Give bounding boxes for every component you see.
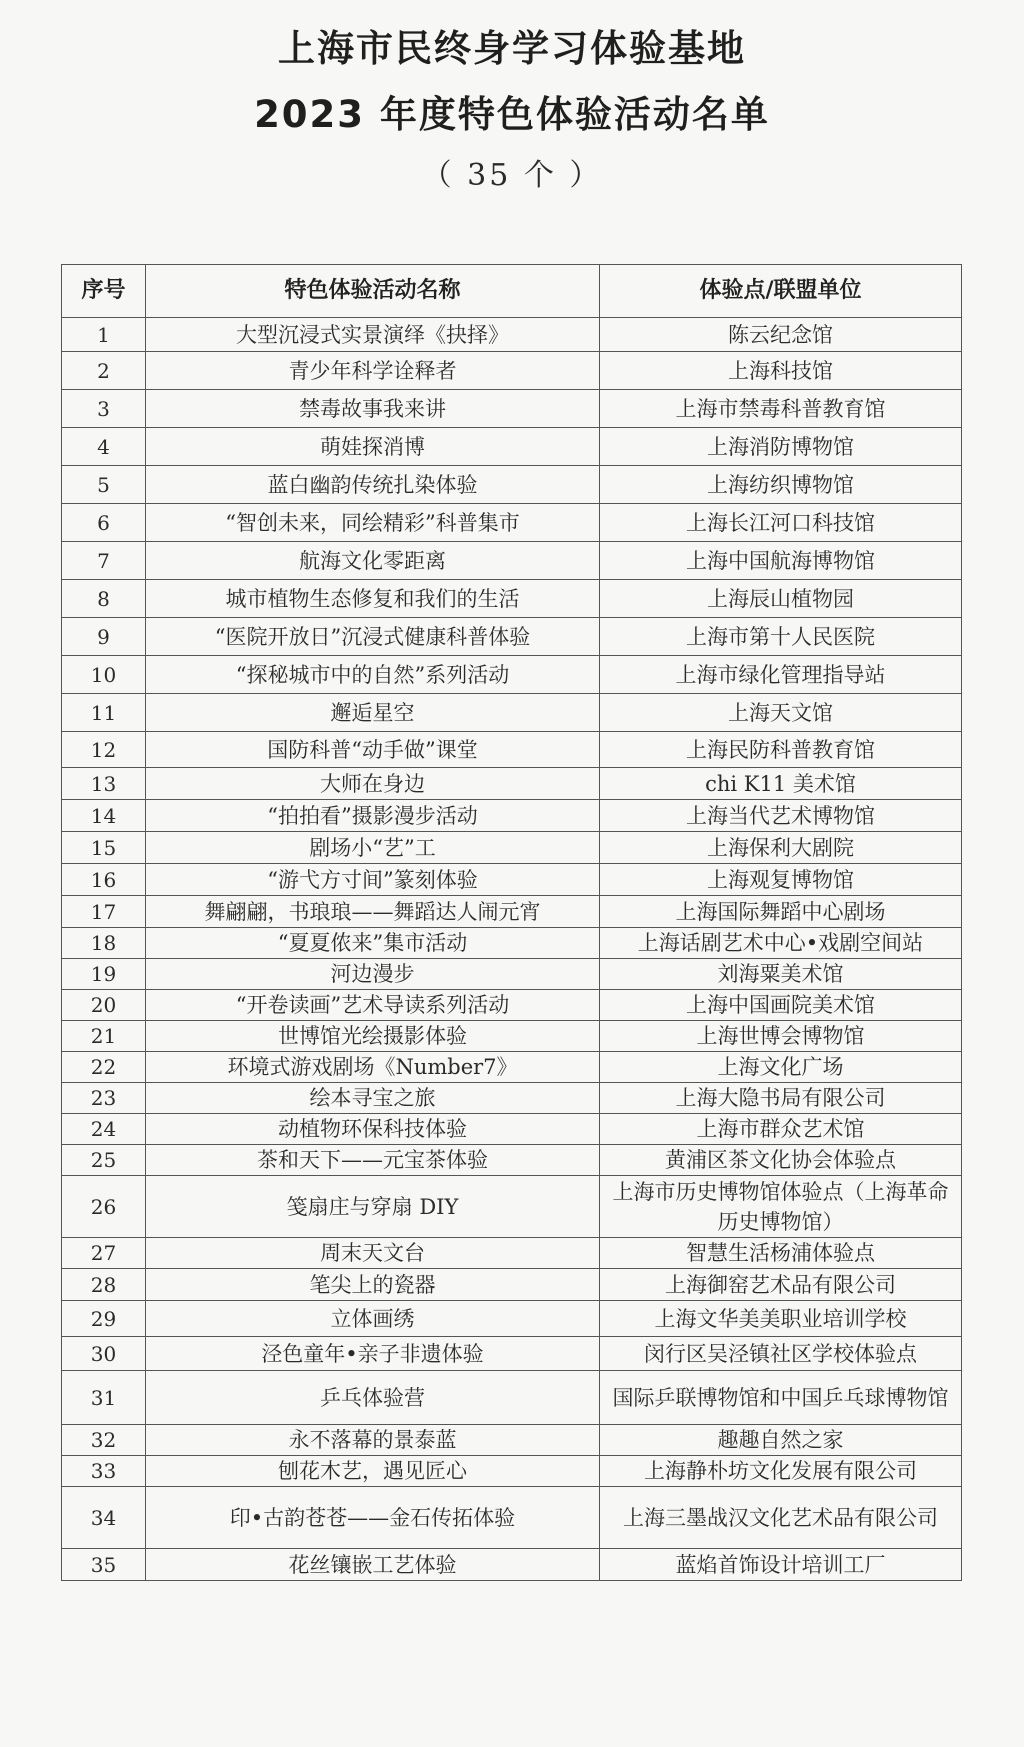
column-header-activity: 特色体验活动名称: [146, 265, 600, 318]
row-number-cell: 20: [62, 990, 146, 1021]
activity-name-cell: “游弋方寸间”篆刻体验: [146, 864, 600, 896]
unit-name-cell: 上海市群众艺术馆: [600, 1114, 962, 1145]
row-number-cell: 2: [62, 352, 146, 390]
activity-name-cell: 周末天文台: [146, 1238, 600, 1269]
unit-name-cell: 上海世博会博物馆: [600, 1021, 962, 1052]
activity-name-cell: 禁毒故事我来讲: [146, 390, 600, 428]
activity-name-cell: 舞翩翩，书琅琅——舞蹈达人闹元宵: [146, 896, 600, 928]
row-number-cell: 28: [62, 1269, 146, 1301]
activity-name-cell: 立体画绣: [146, 1301, 600, 1337]
unit-name-cell: 上海大隐书局有限公司: [600, 1083, 962, 1114]
unit-name-cell: 上海文华美美职业培训学校: [600, 1301, 962, 1337]
row-number-cell: 5: [62, 466, 146, 504]
unit-name-cell: 上海市禁毒科普教育馆: [600, 390, 962, 428]
row-number-cell: 34: [62, 1487, 146, 1549]
activity-name-cell: 国防科普“动手做”课堂: [146, 732, 600, 768]
table-row: [62, 800, 962, 832]
table-row: [62, 1487, 962, 1549]
table-row: [62, 318, 962, 352]
unit-name-cell: 上海保利大剧院: [600, 832, 962, 864]
unit-name-cell: 上海国际舞蹈中心剧场: [600, 896, 962, 928]
activity-name-cell: 永不落幕的景泰蓝: [146, 1425, 600, 1456]
table-row: [62, 1145, 962, 1176]
table-row: [62, 352, 962, 390]
table-row: [62, 504, 962, 542]
unit-name-cell: 上海话剧艺术中心•戏剧空间站: [600, 928, 962, 959]
activity-name-cell: 河边漫步: [146, 959, 600, 990]
unit-name-cell: 上海天文馆: [600, 694, 962, 732]
activity-name-cell: 笺扇庄与穿扇 DIY: [146, 1176, 600, 1238]
row-number-cell: 1: [62, 318, 146, 352]
unit-name-cell: 上海静朴坊文化发展有限公司: [600, 1456, 962, 1487]
unit-name-cell: 上海市绿化管理指导站: [600, 656, 962, 694]
unit-name-cell: 上海观复博物馆: [600, 864, 962, 896]
row-number-cell: 15: [62, 832, 146, 864]
table-row: [62, 1021, 962, 1052]
table-body: [62, 318, 962, 1581]
document-title-line-2: 2023 年度特色体验活动名单: [254, 93, 770, 136]
table-row: [62, 428, 962, 466]
column-header-number: 序号: [62, 265, 146, 318]
row-number-cell: 8: [62, 580, 146, 618]
row-number-cell: 3: [62, 390, 146, 428]
table-row: [62, 1425, 962, 1456]
unit-name-cell: 上海消防博物馆: [600, 428, 962, 466]
table-row: [62, 990, 962, 1021]
unit-name-cell: 国际乒联博物馆和中国乒乓球博物馆: [600, 1371, 962, 1425]
table-row: [62, 732, 962, 768]
table-row: [62, 1083, 962, 1114]
table-row: [62, 618, 962, 656]
activity-name-cell: 蓝白幽韵传统扎染体验: [146, 466, 600, 504]
table-row: [62, 694, 962, 732]
unit-name-cell: 刘海粟美术馆: [600, 959, 962, 990]
table-header-row: [62, 265, 962, 318]
unit-name-cell: 闵行区吴泾镇社区学校体验点: [600, 1337, 962, 1371]
table-row: [62, 1269, 962, 1301]
table-row: [62, 1371, 962, 1425]
activity-name-cell: 世博馆光绘摄影体验: [146, 1021, 600, 1052]
item-count: （ 35 个 ）: [421, 158, 603, 193]
activity-name-cell: 大师在身边: [146, 768, 600, 800]
table-row: [62, 1114, 962, 1145]
activity-name-cell: 环境式游戏剧场《Number7》: [146, 1052, 600, 1083]
table-row: [62, 390, 962, 428]
row-number-cell: 30: [62, 1337, 146, 1371]
unit-name-cell: 蓝焰首饰设计培训工厂: [600, 1549, 962, 1581]
unit-name-cell: 上海长江河口科技馆: [600, 504, 962, 542]
activity-name-cell: 绘本寻宝之旅: [146, 1083, 600, 1114]
row-number-cell: 21: [62, 1021, 146, 1052]
activity-name-cell: “夏夏侬来”集市活动: [146, 928, 600, 959]
activity-name-cell: 邂逅星空: [146, 694, 600, 732]
activity-name-cell: 大型沉浸式实景演绎《抉择》: [146, 318, 600, 352]
activity-name-cell: “医院开放日”沉浸式健康科普体验: [146, 618, 600, 656]
row-number-cell: 23: [62, 1083, 146, 1114]
table-row: [62, 1052, 962, 1083]
row-number-cell: 17: [62, 896, 146, 928]
table-row: [62, 1301, 962, 1337]
row-number-cell: 26: [62, 1176, 146, 1238]
row-number-cell: 25: [62, 1145, 146, 1176]
activity-name-cell: 动植物环保科技体验: [146, 1114, 600, 1145]
unit-name-cell: 趣趣自然之家: [600, 1425, 962, 1456]
activity-name-cell: 青少年科学诠释者: [146, 352, 600, 390]
row-number-cell: 29: [62, 1301, 146, 1337]
row-number-cell: 12: [62, 732, 146, 768]
activity-name-cell: “智创未来，同绘精彩”科普集市: [146, 504, 600, 542]
row-number-cell: 14: [62, 800, 146, 832]
table-row: [62, 542, 962, 580]
unit-name-cell: 上海市第十人民医院: [600, 618, 962, 656]
activity-name-cell: 城市植物生态修复和我们的生活: [146, 580, 600, 618]
unit-name-cell: chi K11 美术馆: [600, 768, 962, 800]
activity-name-cell: 剧场小“艺”工: [146, 832, 600, 864]
activity-name-cell: 泾色童年•亲子非遗体验: [146, 1337, 600, 1371]
table-row: [62, 896, 962, 928]
unit-name-cell: 上海当代艺术博物馆: [600, 800, 962, 832]
row-number-cell: 19: [62, 959, 146, 990]
table-row: [62, 1337, 962, 1371]
table-row: [62, 656, 962, 694]
table-row: [62, 864, 962, 896]
activity-name-cell: “开卷读画”艺术导读系列活动: [146, 990, 600, 1021]
row-number-cell: 13: [62, 768, 146, 800]
unit-name-cell: 智慧生活杨浦体验点: [600, 1238, 962, 1269]
activity-name-cell: 花丝镶嵌工艺体验: [146, 1549, 600, 1581]
row-number-cell: 24: [62, 1114, 146, 1145]
unit-name-cell: 上海中国画院美术馆: [600, 990, 962, 1021]
table-row: [62, 928, 962, 959]
unit-name-cell: 上海纺织博物馆: [600, 466, 962, 504]
unit-name-cell: 上海三墨战汉文化艺术品有限公司: [600, 1487, 962, 1549]
unit-name-cell: 上海科技馆: [600, 352, 962, 390]
row-number-cell: 32: [62, 1425, 146, 1456]
row-number-cell: 10: [62, 656, 146, 694]
row-number-cell: 31: [62, 1371, 146, 1425]
unit-name-cell: 陈云纪念馆: [600, 318, 962, 352]
table-row: [62, 1176, 962, 1238]
activity-name-cell: 乒乓体验营: [146, 1371, 600, 1425]
unit-name-cell: 上海文化广场: [600, 1052, 962, 1083]
unit-name-cell: 黄浦区茶文化协会体验点: [600, 1145, 962, 1176]
table-row: [62, 466, 962, 504]
table-row: [62, 1456, 962, 1487]
row-number-cell: 9: [62, 618, 146, 656]
unit-name-cell: 上海中国航海博物馆: [600, 542, 962, 580]
row-number-cell: 27: [62, 1238, 146, 1269]
document-title-line-1: 上海市民终身学习体验基地: [278, 27, 746, 70]
activity-name-cell: 印•古韵苍苍——金石传拓体验: [146, 1487, 600, 1549]
row-number-cell: 16: [62, 864, 146, 896]
activity-name-cell: 航海文化零距离: [146, 542, 600, 580]
row-number-cell: 11: [62, 694, 146, 732]
table-row: [62, 1549, 962, 1581]
activity-name-cell: 笔尖上的瓷器: [146, 1269, 600, 1301]
unit-name-cell: 上海市历史博物馆体验点（上海革命历史博物馆）: [600, 1176, 962, 1238]
table-row: [62, 1238, 962, 1269]
activity-table: [61, 264, 962, 1581]
activity-name-cell: 萌娃探消博: [146, 428, 600, 466]
table-row: [62, 580, 962, 618]
row-number-cell: 6: [62, 504, 146, 542]
unit-name-cell: 上海民防科普教育馆: [600, 732, 962, 768]
activity-name-cell: “拍拍看”摄影漫步活动: [146, 800, 600, 832]
table-row: [62, 959, 962, 990]
table-row: [62, 768, 962, 800]
row-number-cell: 35: [62, 1549, 146, 1581]
activity-name-cell: “探秘城市中的自然”系列活动: [146, 656, 600, 694]
row-number-cell: 4: [62, 428, 146, 466]
activity-name-cell: 茶和天下——元宝茶体验: [146, 1145, 600, 1176]
column-header-unit: 体验点/联盟单位: [600, 265, 962, 318]
table-row: [62, 832, 962, 864]
row-number-cell: 22: [62, 1052, 146, 1083]
unit-name-cell: 上海辰山植物园: [600, 580, 962, 618]
unit-name-cell: 上海御窑艺术品有限公司: [600, 1269, 962, 1301]
activity-name-cell: 刨花木艺，遇见匠心: [146, 1456, 600, 1487]
row-number-cell: 18: [62, 928, 146, 959]
row-number-cell: 7: [62, 542, 146, 580]
row-number-cell: 33: [62, 1456, 146, 1487]
